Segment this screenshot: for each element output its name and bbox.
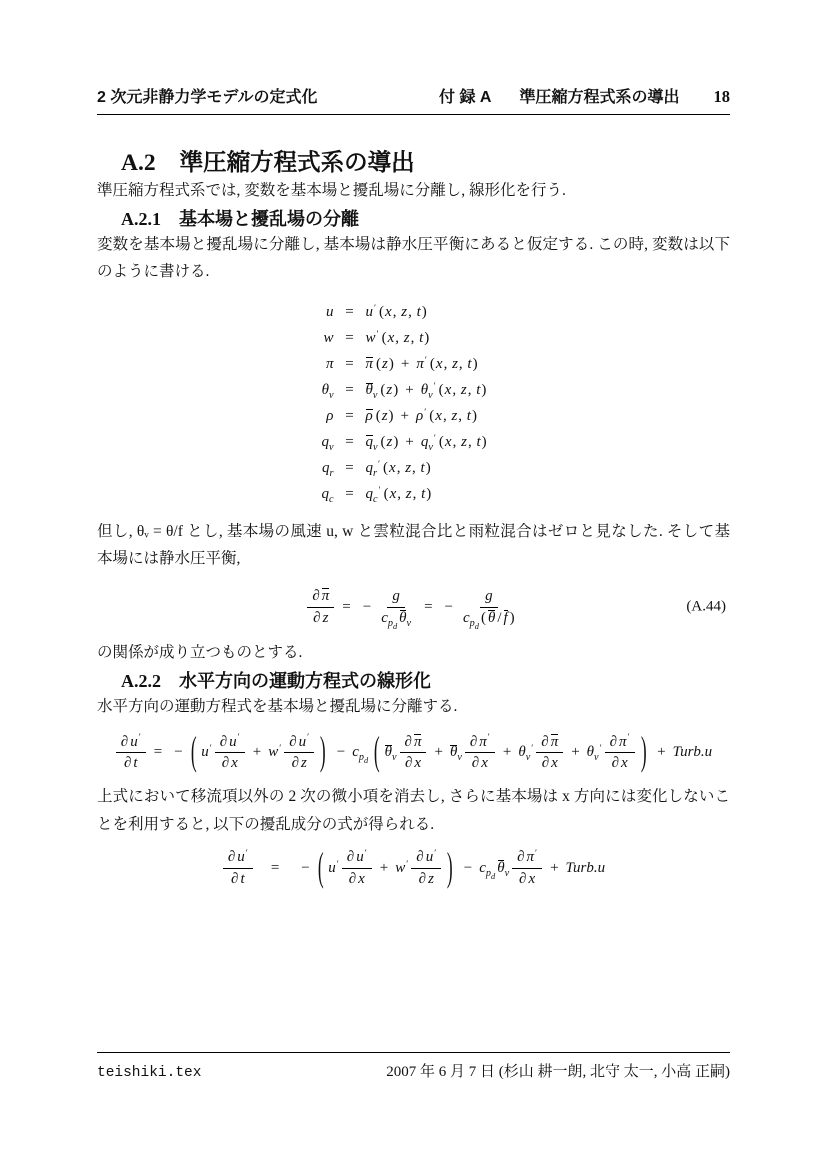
definition-equations <box>299 300 529 508</box>
definition-equation-row: u = u′ (x, z, t) <box>326 304 427 321</box>
page-number: 18 <box>713 87 730 106</box>
section-title: 準圧縮方程式系の導出 <box>179 149 415 175</box>
equation-number: (A.44) <box>686 598 726 615</box>
paragraph-assumptions: 但し, θᵥ = θ/f とし, 基本場の風速 u, w と雲粒混合比と雨粒混合はゼロと見なした. そして基本場には静水圧平衡, <box>97 522 730 568</box>
subsection-number: A.2.2 <box>121 670 161 691</box>
subsection-heading-a21 <box>121 205 730 231</box>
definition-equation-row: w = w′ (x, z, t) <box>323 330 430 347</box>
running-head <box>97 84 730 115</box>
subsection-heading-a22 <box>121 667 730 693</box>
page-footer <box>97 1052 730 1081</box>
definition-equation-row: π = π (z) + π′ (x, z, t) <box>325 356 478 373</box>
paragraph-separation: 変数を基本場と擾乱場に分離し, 基本場は静水圧平衡にあると仮定する. この時, 変数は以下のように書ける. <box>97 235 730 281</box>
equation-a44 <box>97 587 730 631</box>
running-head-section-group <box>439 84 679 107</box>
subsection-number: A.2.1 <box>121 208 161 229</box>
section-heading <box>121 143 730 177</box>
section-number: A.2 <box>121 150 156 176</box>
footer-date-authors: 2007 年 6 月 7 日 (杉山 耕一朗, 北守 太一, 小高 正嗣) <box>386 1064 730 1080</box>
intro-paragraph: 準圧縮方程式系では, 変数を基本場と擾乱場に分離し, 線形化を行う. <box>97 182 566 199</box>
definition-equation-row: $q_v$ = $q_v$ (z) + $q_v'$ (x, z, t) <box>321 434 487 454</box>
equation-momentum-linear: $\frac{\partial u'}{\partial t}$ = − ( u′ $\frac{\partial u'}{\partial x}$ + w′ $\frac{\partial u'}{\partial z}$ ) − $c_{p_d}$ $\theta_v$ $\frac{\partial \pi'}{\partial x}$ + Turb.u <box>97 848 730 889</box>
paragraph-relation: の関係が成り立つものとする. <box>97 644 303 662</box>
running-head-appendix-label: 付 録 A <box>439 89 492 106</box>
definition-equation-row: $\theta_v$ = $\theta_v$ (z) + $\theta_v'$ (x, z, t) <box>321 382 487 402</box>
paragraph-momentum-intro: 水平方向の運動方程式を基本場と擾乱場に分離する. <box>97 697 458 715</box>
paragraph-linearize: 上式において移流項以外の 2 次の微小項を消去し, さらに基本場は x 方向には変化しないことを利用すると, 以下の擾乱成分の式が得られる. <box>97 788 730 833</box>
equation-momentum-full: $\frac{\partial u'}{\partial t}$ = − ( u′ $\frac{\partial u'}{\partial x}$ + w′ $\frac{\partial u'}{\partial z}$ ) − $c_{p_d}$ ( $\theta_v$ $\frac{\partial \pi}{\partial x}$ + $\theta_v$ $\frac{\partial \pi'}{\partial x}$ + $\theta_v'$ $\frac{\partial \pi}{\partial x}$ + $\theta_v'$ $\frac{\partial \pi'}{\partial x}$ ) + Turb.u <box>97 733 730 774</box>
running-head-chapter: 2 次元非静力学モデルの定式化 <box>97 89 318 106</box>
footer-filename: teishiki.tex <box>97 1065 202 1081</box>
subsection-title: 基本場と擾乱場の分離 <box>179 208 359 229</box>
definition-equation-row: $q_r$ = $q_r'$ (x, z, t) <box>322 460 431 480</box>
definition-equation-row: $q_c$ = $q_c'$ (x, z, t) <box>321 486 432 506</box>
definition-equation-row: ρ = ρ (z) + ρ′ (x, z, t) <box>326 408 477 425</box>
running-head-section-title: 準圧縮方程式系の導出 <box>519 89 680 106</box>
subsection-title: 水平方向の運動方程式の線形化 <box>179 670 431 691</box>
equation-a44-body: $\frac{\partial \pi}{\partial z}$ = − $\frac{g}{c_{p_d}\theta_v}$ = − $\frac{g}{c_{p_d}( \theta / f )}$ <box>97 587 730 628</box>
